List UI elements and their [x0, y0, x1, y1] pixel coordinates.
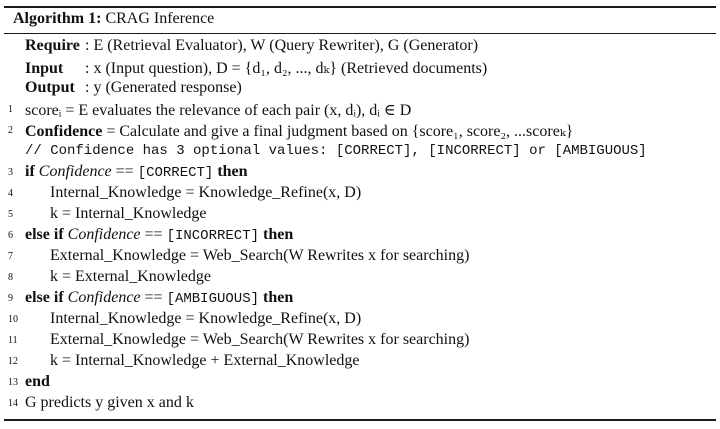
- output-sep: :: [85, 79, 90, 96]
- value-ambiguous: [AMBIGUOUS]: [166, 291, 259, 307]
- confidence-var: Confidence: [67, 289, 141, 306]
- output-row: [0, 79, 720, 100]
- line-number: 9: [8, 293, 13, 304]
- line-number: 6: [8, 230, 13, 241]
- require-row: [0, 37, 720, 58]
- line-text: Internal_Knowledge = Knowledge_Refine(x, D): [50, 310, 362, 327]
- title-rule: [4, 33, 716, 34]
- bottom-rule: [4, 419, 716, 421]
- line-number: 10: [8, 314, 18, 325]
- line-number: 2: [8, 125, 13, 136]
- line-number: 7: [8, 251, 13, 262]
- algo-line: [0, 184, 720, 205]
- algo-line: [0, 247, 720, 268]
- line-text: k = Internal_Knowledge: [50, 205, 207, 222]
- comment-text: // Confidence has 3 optional values: [CORRECT], [INCORRECT] or [AMBIGUOUS]: [25, 143, 647, 159]
- algo-line: [0, 289, 720, 310]
- line-text: k = Internal_Knowledge + External_Knowledge: [50, 352, 360, 369]
- line-number: 11: [8, 335, 18, 346]
- then-keyword: then: [263, 226, 294, 243]
- if-keyword: if: [25, 163, 35, 180]
- algo-line: [0, 268, 720, 289]
- line-number: 13: [8, 377, 18, 388]
- line-text: scoreᵢ = E evaluates the relevance of each pair (x, dᵢ), dᵢ ∈ D: [25, 102, 412, 119]
- input-text: x (Input question), D = {d₁, d₂, ..., dₖ} (Retrieved documents): [93, 60, 488, 77]
- algorithm-label: Algorithm 1:: [13, 10, 102, 27]
- output-text: y (Generated response): [93, 79, 242, 96]
- confidence-var: Confidence: [67, 226, 141, 243]
- line-text: = Calculate and give a final judgment based on {score₁, score₂, ...scoreₖ}: [102, 123, 574, 140]
- algo-line: [0, 121, 720, 142]
- equals-op: ==: [111, 163, 138, 180]
- value-incorrect: [INCORRECT]: [166, 228, 259, 244]
- algo-line: [0, 226, 720, 247]
- algorithm-title: [13, 10, 214, 28]
- then-keyword: then: [217, 163, 248, 180]
- else-if-keyword: else if: [25, 226, 64, 243]
- line-text: Internal_Knowledge = Knowledge_Refine(x, D): [50, 184, 362, 201]
- input-row: [0, 58, 720, 79]
- algo-line: [0, 331, 720, 352]
- algo-line: [0, 394, 720, 415]
- comment-line: [0, 142, 720, 163]
- require-label: Require: [25, 37, 80, 54]
- else-if-keyword: else if: [25, 289, 64, 306]
- line-text: External_Knowledge = Web_Search(W Rewrites x for searching): [50, 331, 470, 348]
- algo-line: [0, 205, 720, 226]
- line-number: 1: [8, 104, 13, 115]
- algorithm-name: CRAG Inference: [105, 10, 215, 27]
- line-text: External_Knowledge = Web_Search(W Rewrites x for searching): [50, 247, 470, 264]
- input-sep: :: [85, 60, 90, 77]
- confidence-var: Confidence: [38, 163, 112, 180]
- line-text: k = External_Knowledge: [50, 268, 211, 285]
- algo-line: [0, 352, 720, 373]
- algo-line: [0, 310, 720, 331]
- require-sep: :: [85, 37, 90, 54]
- equals-op: ==: [140, 289, 167, 306]
- line-number: 5: [8, 209, 13, 220]
- line-number: 12: [8, 356, 18, 367]
- input-label: Input: [25, 60, 64, 77]
- confidence-keyword: Confidence: [25, 123, 103, 140]
- line-number: 14: [8, 398, 18, 409]
- value-correct: [CORRECT]: [137, 165, 214, 181]
- require-text: E (Retrieval Evaluator), W (Query Rewriter), G (Generator): [93, 37, 479, 54]
- end-keyword: end: [25, 373, 50, 390]
- output-label: Output: [25, 79, 75, 96]
- algo-line: [0, 373, 720, 394]
- top-rule: [4, 6, 716, 8]
- line-number: 4: [8, 188, 13, 199]
- algo-line: [0, 100, 720, 121]
- then-keyword: then: [263, 289, 294, 306]
- equals-op: ==: [140, 226, 167, 243]
- line-text: G predicts y given x and k: [25, 394, 194, 411]
- line-number: 8: [8, 272, 13, 283]
- algo-line: [0, 163, 720, 184]
- line-number: 3: [8, 167, 13, 178]
